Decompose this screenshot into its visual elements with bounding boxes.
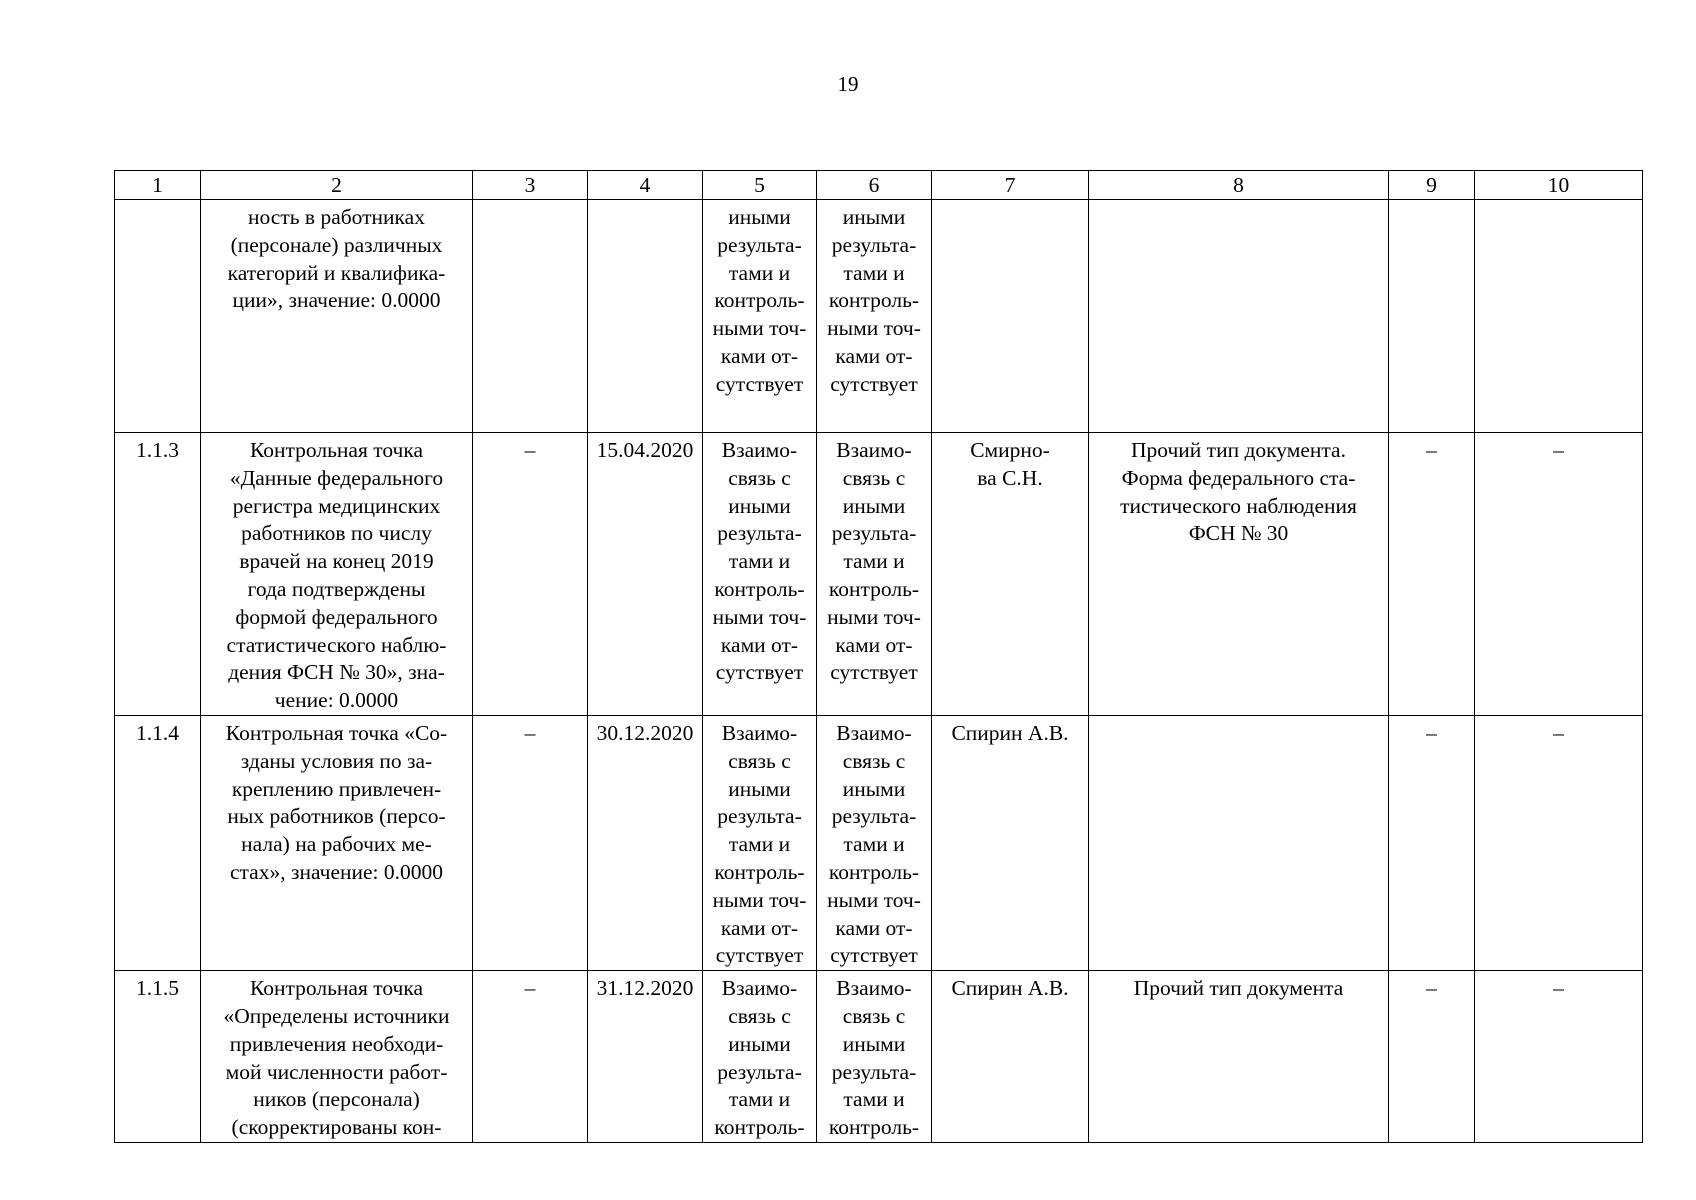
table-cell: [588, 200, 703, 433]
table-cell: Контрольная точка «Данные федерального регистра медицинских работников по числу врачей на конец 2019 года подтверждены формой федерального статистического наблю- дения ФСН № 30», зна- чение: 0.0000: [201, 433, 473, 716]
table-row: [115, 971, 1643, 1143]
table-cell: Смирно- ва С.Н.: [932, 433, 1089, 716]
table-cell: Спирин А.В.: [932, 971, 1089, 1143]
table-cell: 1.1.3: [115, 433, 201, 716]
table-cell: 1.1.5: [115, 971, 201, 1143]
table-cell: 15.04.2020: [588, 433, 703, 716]
column-header: 7: [932, 171, 1089, 200]
table-cell: Контрольная точка «Определены источники привлечения необходи- мой численности работ- ников (персонала) (скорректированы кон-: [201, 971, 473, 1143]
table-cell: –: [1475, 433, 1643, 716]
table-cell: [473, 200, 588, 433]
column-header: 10: [1475, 171, 1643, 200]
table-row: [115, 433, 1643, 716]
table-cell: 30.12.2020: [588, 715, 703, 970]
table-cell: Взаимо- связь с иными результа- тами и контроль- ными точ- ками от- сутствует: [703, 433, 817, 716]
table-cell: Прочий тип документа. Форма федерального ста- тистического наблюдения ФСН № 30: [1089, 433, 1389, 716]
control-points-table: [114, 170, 1643, 1143]
column-header: 2: [201, 171, 473, 200]
table-cell: [1089, 200, 1389, 433]
page-number: 19: [837, 72, 859, 96]
table-cell: –: [473, 715, 588, 970]
table-cell: –: [1389, 715, 1475, 970]
column-header: 8: [1089, 171, 1389, 200]
table-cell: [932, 200, 1089, 433]
table-cell: –: [1389, 971, 1475, 1143]
column-header: 5: [703, 171, 817, 200]
table-header-row: [115, 171, 1643, 200]
column-header: 4: [588, 171, 703, 200]
table-cell: ность в работниках (персонале) различных категорий и квалифика- ции», значение: 0.0000: [201, 200, 473, 433]
table-cell: иными результа- тами и контроль- ными точ- ками от- сутствует: [703, 200, 817, 433]
table-cell: –: [473, 971, 588, 1143]
table-cell: Взаимо- связь с иными результа- тами и контроль-: [817, 971, 932, 1143]
table-cell: иными результа- тами и контроль- ными точ- ками от- сутствует: [817, 200, 932, 433]
table-cell: Прочий тип документа: [1089, 971, 1389, 1143]
table-cell: Контрольная точка «Со- зданы условия по за- креплению привлечен- ных работников (персо- нала) на рабочих ме- стах», значение: 0.0000: [201, 715, 473, 970]
table-cell: –: [1475, 715, 1643, 970]
table-cell: [115, 200, 201, 433]
table-cell: –: [1389, 433, 1475, 716]
table-cell: –: [473, 433, 588, 716]
table-cell: Взаимо- связь с иными результа- тами и контроль- ными точ- ками от- сутствует: [817, 433, 932, 716]
column-header: 1: [115, 171, 201, 200]
table-cell: Взаимо- связь с иными результа- тами и контроль-: [703, 971, 817, 1143]
column-header: 3: [473, 171, 588, 200]
table-row: [115, 200, 1643, 433]
table-cell: 1.1.4: [115, 715, 201, 970]
column-header: 6: [817, 171, 932, 200]
table-cell: 31.12.2020: [588, 971, 703, 1143]
table-row: [115, 715, 1643, 970]
table-cell: [1475, 200, 1643, 433]
table-cell: Взаимо- связь с иными результа- тами и контроль- ными точ- ками от- сутствует: [703, 715, 817, 970]
table-cell: Спирин А.В.: [932, 715, 1089, 970]
table-cell: –: [1475, 971, 1643, 1143]
column-header: 9: [1389, 171, 1475, 200]
table-cell: [1389, 200, 1475, 433]
table-cell: [1089, 715, 1389, 970]
table-cell: Взаимо- связь с иными результа- тами и контроль- ными точ- ками от- сутствует: [817, 715, 932, 970]
